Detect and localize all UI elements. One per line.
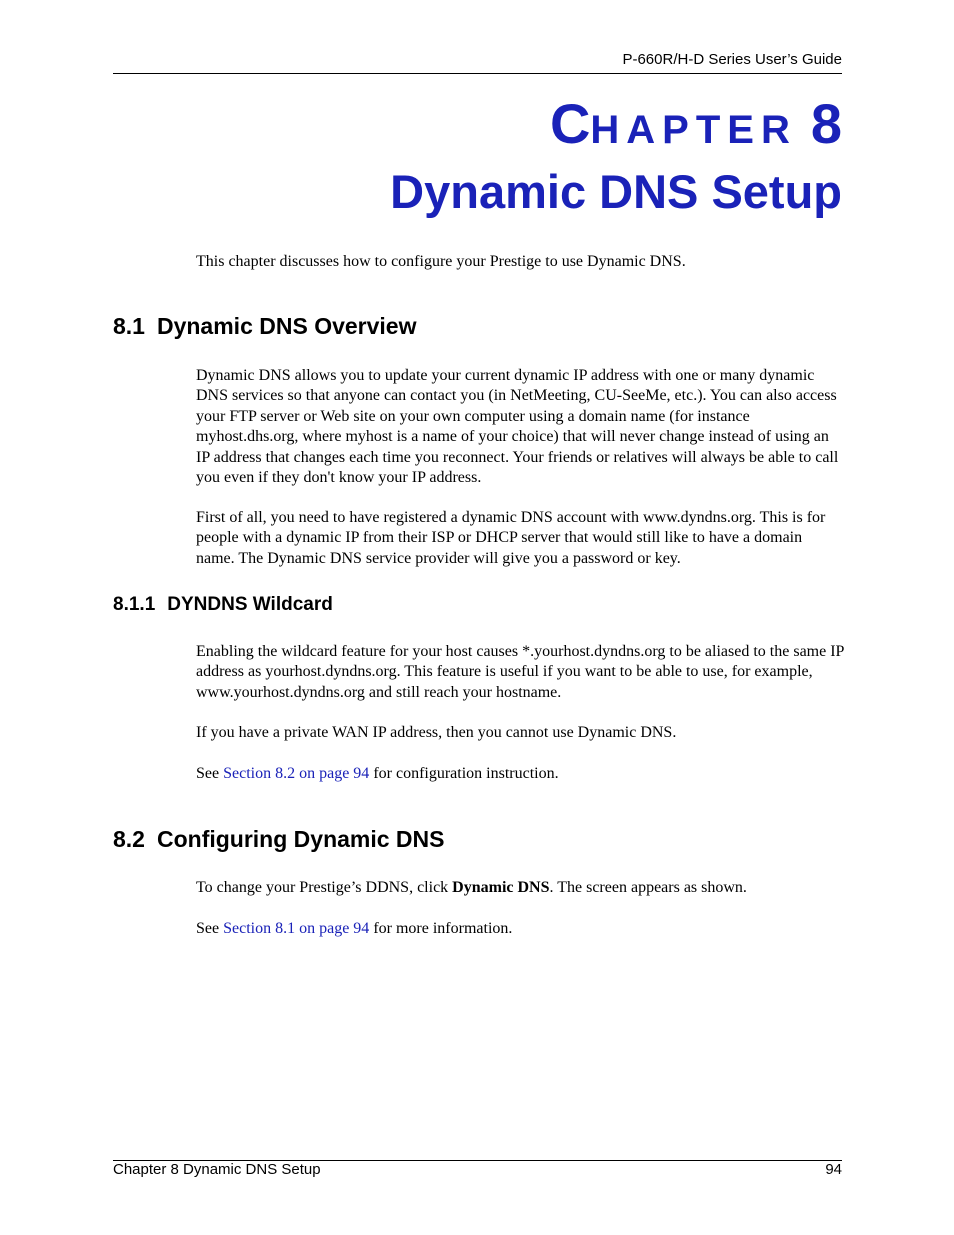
section-title: Dynamic DNS Overview — [156, 313, 417, 339]
chapter-title: Dynamic DNS Setup — [390, 165, 842, 218]
para-suffix: . The screen appears as shown. — [549, 879, 747, 896]
page-number: 94 — [825, 1161, 842, 1178]
overview-paragraph-1: Dynamic DNS allows you to update your current dynamic IP address with one or many dynamic DNS services so that anyone can contact you (in NetMeeting, CU-SeeMe, etc.). You can also access your FTP server or Web site on your own computer using a domain name (for instance myhost.dhs.org, where myhost is a name of your choice) that will never change instead of using an IP address that changes each time you reconnect. Your friends or relatives will always be able to call you even if they don't know your IP address. — [196, 367, 839, 487]
see-prefix: See — [196, 920, 224, 937]
section-8-2-link[interactable]: Section 8.2 on page 94 — [223, 765, 370, 782]
section-number: 8.1.1 — [113, 594, 156, 615]
section-number: 8.2 — [113, 826, 145, 852]
chapter-label-initial: C — [549, 92, 591, 155]
configuring-see-paragraph — [196, 919, 844, 939]
configuring-paragraph-1 — [196, 878, 844, 898]
ui-term-dynamic-dns: Dynamic DNS — [452, 879, 550, 896]
wildcard-see-paragraph — [196, 764, 844, 784]
running-header: P-660R/H-D Series User’s Guide — [622, 51, 842, 68]
see-prefix: See — [196, 765, 224, 782]
wildcard-paragraph-2: If you have a private WAN IP address, then you cannot use Dynamic DNS. — [196, 724, 677, 741]
footer-chapter-title: Chapter 8 Dynamic DNS Setup — [113, 1161, 321, 1178]
see-suffix: for configuration instruction. — [369, 765, 559, 782]
section-heading-8-1 — [113, 313, 417, 340]
chapter-number: 8 — [810, 92, 842, 155]
section-title: DYNDNS Wildcard — [167, 594, 333, 615]
chapter-label-rest: HAPTER — [590, 108, 797, 152]
section-heading-8-1-1 — [113, 594, 333, 616]
header-rule — [113, 73, 842, 74]
intro-paragraph: This chapter discusses how to configure your Prestige to use Dynamic DNS. — [196, 253, 686, 270]
section-heading-8-2 — [113, 826, 445, 853]
chapter-label — [549, 92, 842, 155]
section-title: Configuring Dynamic DNS — [156, 826, 445, 852]
section-8-1-link[interactable]: Section 8.1 on page 94 — [223, 920, 370, 937]
overview-paragraph-2: First of all, you need to have registered a dynamic DNS account with www.dyndns.org. This is for people with a dynamic IP from their ISP or DHCP server that would still like to have a domain name. The Dynamic DNS service provider will give you a password or key. — [196, 509, 826, 567]
see-suffix: for more information. — [369, 920, 513, 937]
wildcard-paragraph-1: Enabling the wildcard feature for your host causes *.yourhost.dyndns.org to be aliased to the same IP address as yourhost.dyndns.org. This feature is useful if you want to be able to use, for example, www.yourhost.dyndns.org and still reach your hostname. — [196, 643, 844, 701]
section-number: 8.1 — [113, 313, 145, 339]
para-prefix: To change your Prestige’s DDNS, click — [196, 879, 453, 896]
